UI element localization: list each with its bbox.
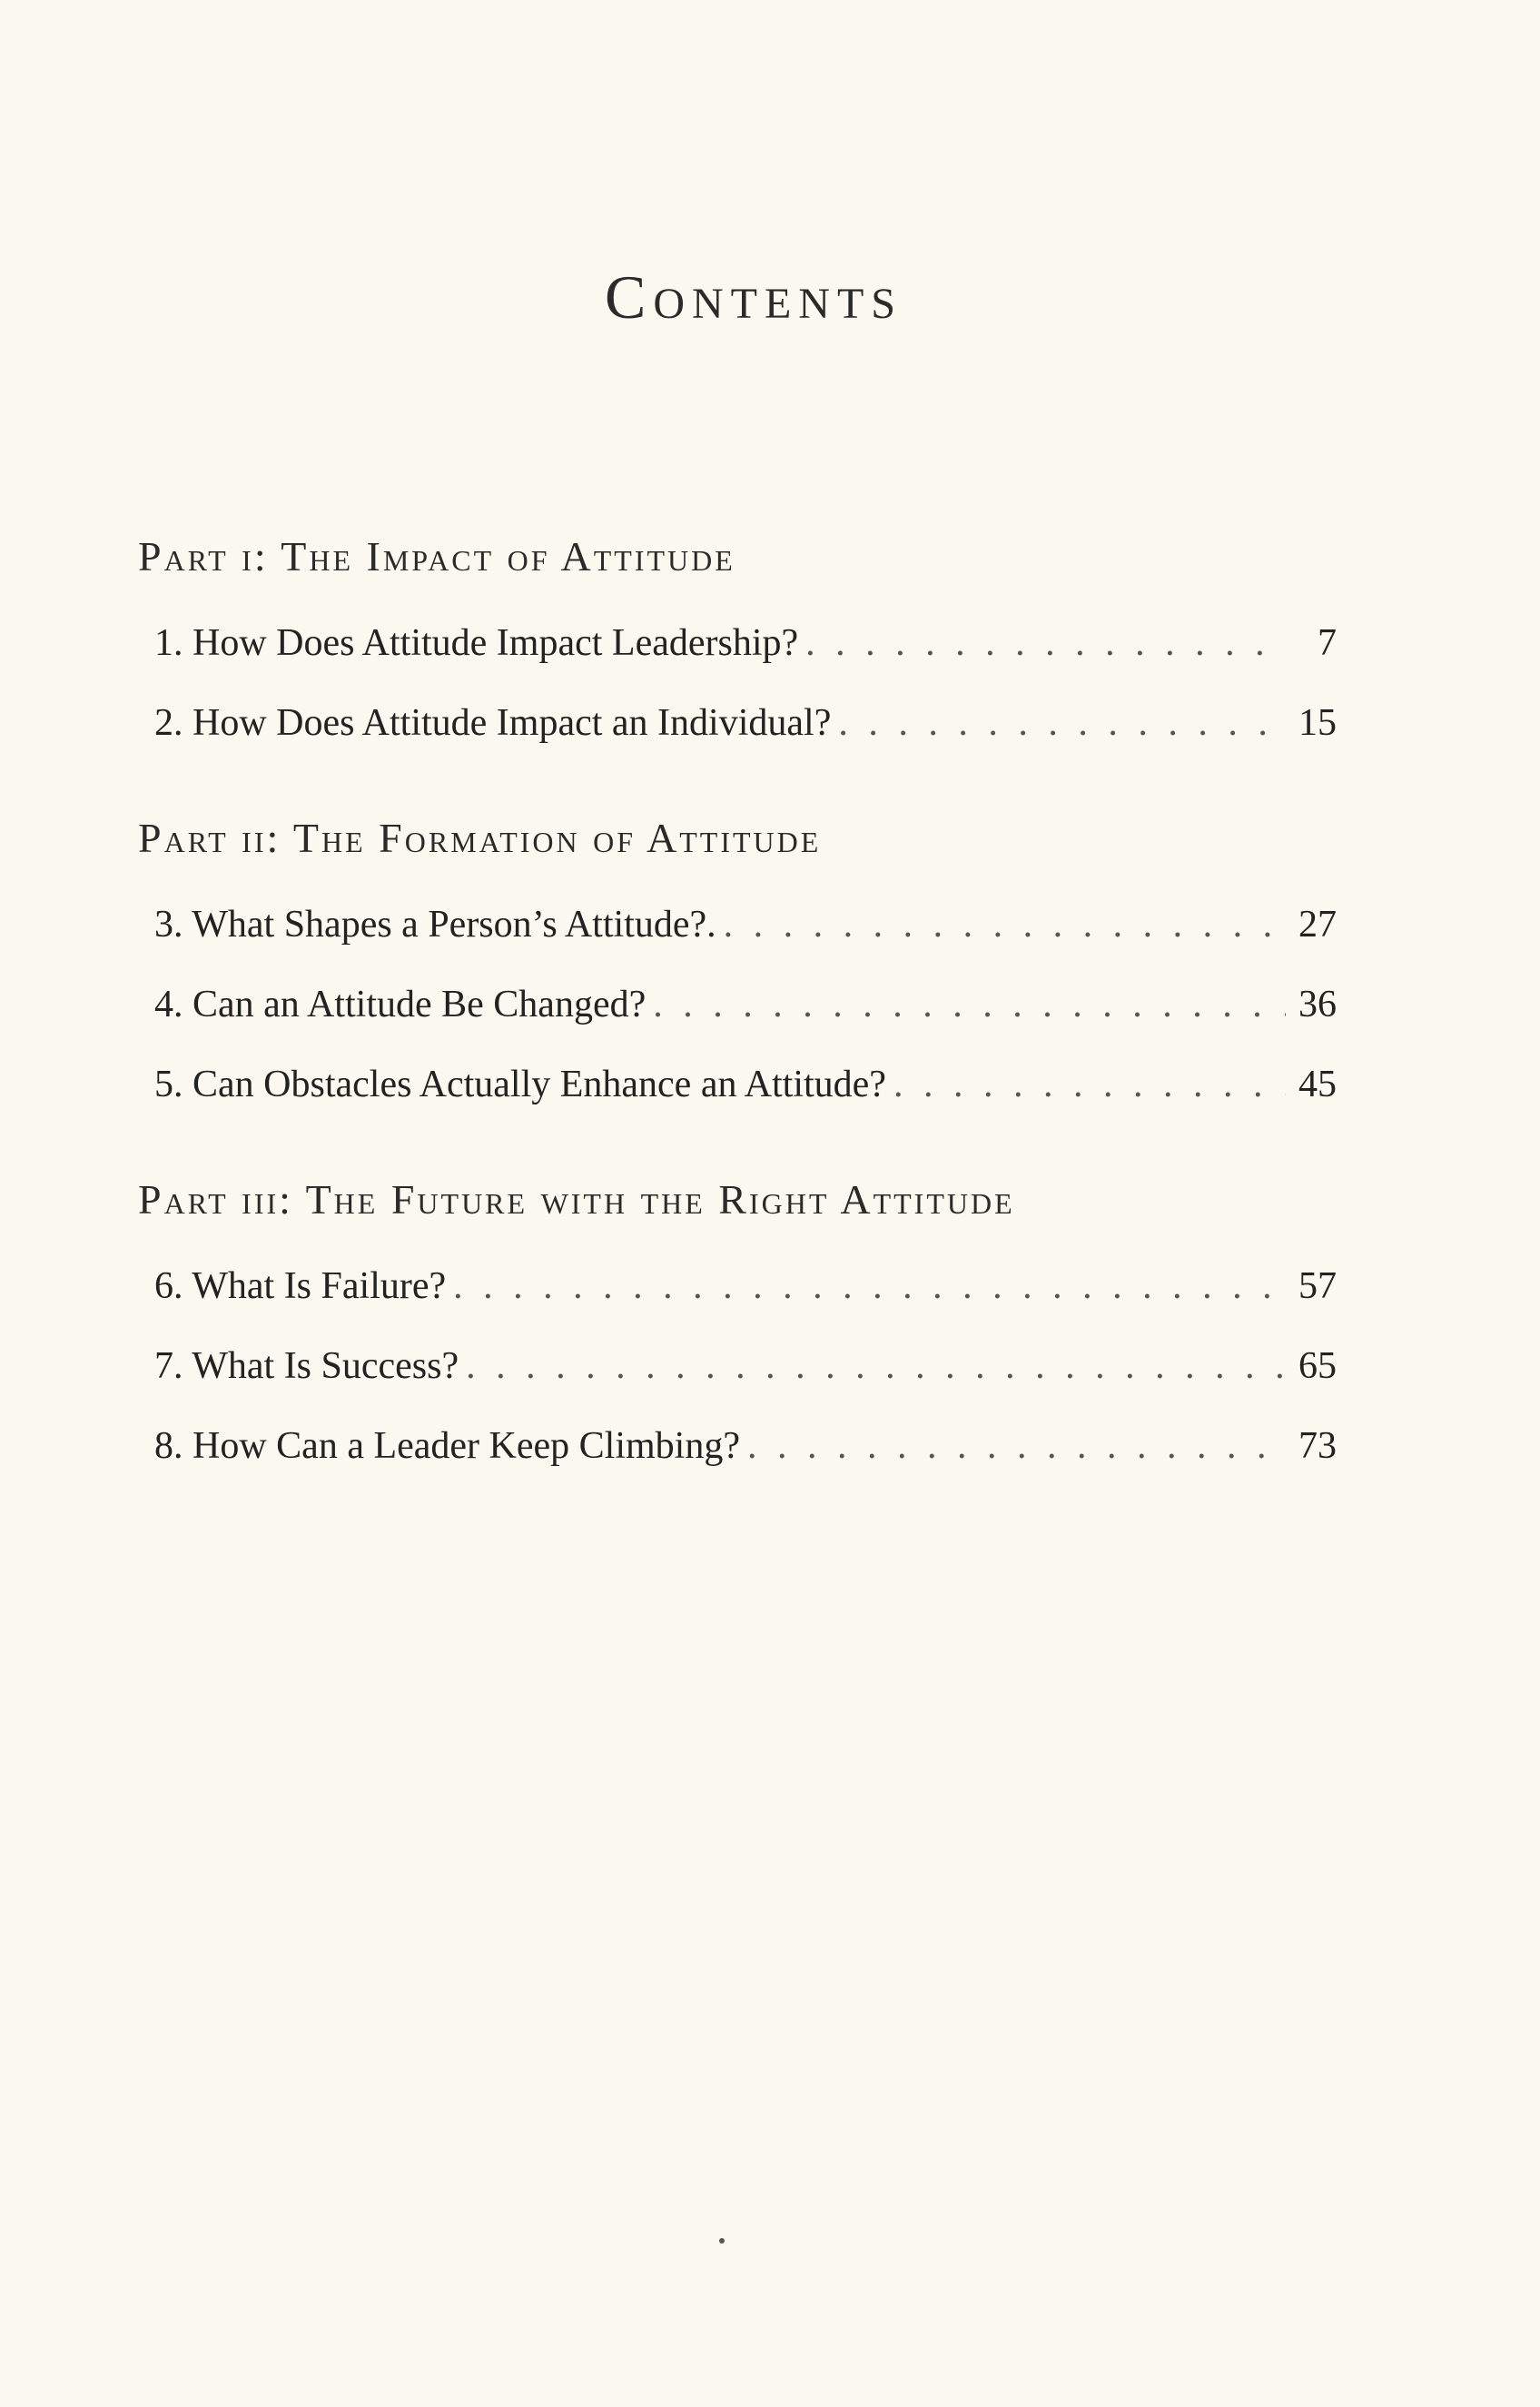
toc-page-number: 73	[1298, 1425, 1337, 1467]
toc-entry[interactable]	[138, 1326, 1337, 1406]
toc-entry-label: 8. How Can a Leader Keep Climbing?	[154, 1425, 740, 1467]
dot-leader	[747, 1406, 1286, 1486]
toc-entry-label: 6. What Is Failure?	[154, 1265, 447, 1307]
toc-page-number: 7	[1318, 622, 1337, 664]
part-3-entries	[138, 1246, 1337, 1486]
part-heading-3: Part iii: The Future with the Right Attitude	[138, 1176, 1015, 1223]
toc-entry-label: 1. How Does Attitude Impact Leadership?	[154, 622, 799, 664]
dot-leader	[838, 683, 1286, 763]
toc-page-number: 15	[1298, 702, 1337, 744]
part-2-entries	[138, 885, 1337, 1124]
toc-entry[interactable]	[138, 603, 1337, 683]
toc-page-number: 65	[1298, 1345, 1337, 1387]
toc-entry[interactable]	[138, 885, 1337, 965]
part-1-entries	[138, 603, 1337, 763]
toc-entry-label: 5. Can Obstacles Actually Enhance an Attitude?	[154, 1064, 886, 1105]
table-of-contents	[138, 527, 1337, 1531]
dot-leader	[805, 603, 1286, 683]
toc-entry[interactable]	[138, 1246, 1337, 1326]
toc-entry-label: 2. How Does Attitude Impact an Individual?	[154, 702, 832, 744]
toc-entry[interactable]	[138, 1406, 1337, 1486]
dot-leader	[466, 1326, 1286, 1406]
toc-entry-label: 4. Can an Attitude Be Changed?	[154, 984, 647, 1025]
paper-speck	[719, 2238, 725, 2244]
toc-entry[interactable]	[138, 1045, 1337, 1124]
toc-page-number: 27	[1298, 904, 1337, 946]
toc-entry[interactable]	[138, 683, 1337, 763]
toc-page-number: 57	[1298, 1265, 1337, 1307]
dot-leader	[453, 1246, 1286, 1326]
dot-leader	[653, 965, 1286, 1045]
toc-page-number: 36	[1298, 984, 1337, 1025]
toc-entry-label: 7. What Is Success?	[154, 1345, 459, 1387]
page-title: Contents	[604, 262, 903, 332]
dot-leader	[893, 1045, 1286, 1124]
part-heading-2: Part ii: The Formation of Attitude	[138, 815, 822, 861]
toc-entry[interactable]	[138, 965, 1337, 1045]
dot-leader	[724, 885, 1286, 965]
toc-page-number: 45	[1298, 1064, 1337, 1105]
part-heading-1: Part i: The Impact of Attitude	[138, 533, 735, 579]
toc-entry-label: 3. What Shapes a Person’s Attitude?.	[154, 904, 716, 946]
